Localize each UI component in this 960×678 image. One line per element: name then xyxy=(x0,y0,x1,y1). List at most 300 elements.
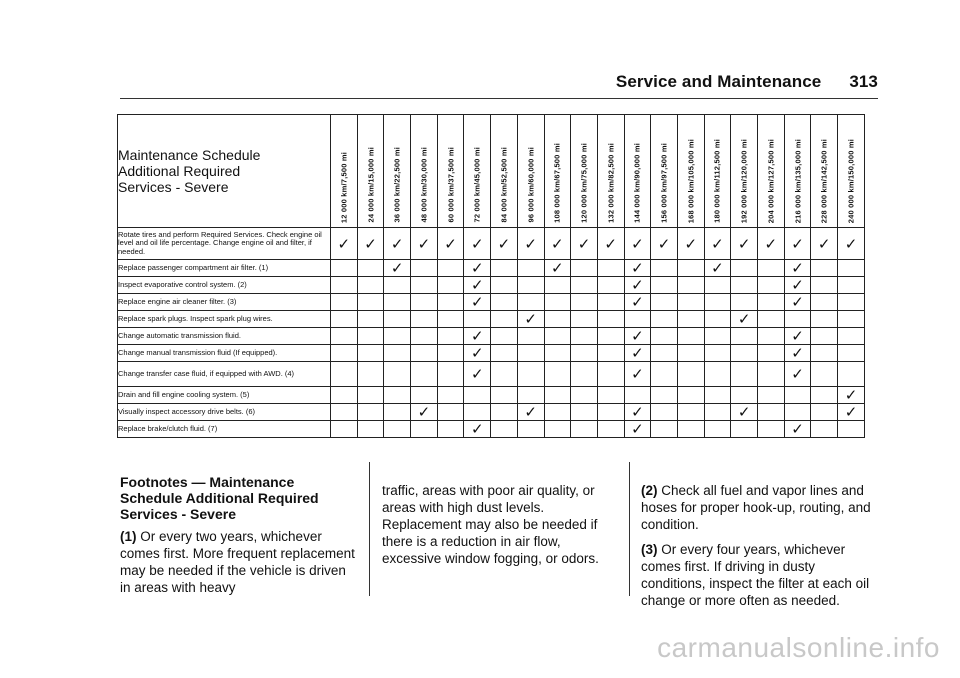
schedule-cell xyxy=(838,328,865,345)
schedule-cell xyxy=(491,404,518,421)
schedule-cell xyxy=(571,345,598,362)
schedule-cell xyxy=(384,362,411,387)
checkmark-icon: ✓ xyxy=(497,234,511,253)
table-row xyxy=(118,260,865,277)
schedule-cell xyxy=(677,328,704,345)
checkmark-icon: ✓ xyxy=(470,276,484,294)
footnote-number: (2) xyxy=(641,483,658,498)
schedule-cell xyxy=(384,294,411,311)
checkmark-icon: ✓ xyxy=(711,259,724,277)
schedule-cell xyxy=(357,228,384,260)
schedule-cell xyxy=(784,387,811,404)
checkmark-icon: ✓ xyxy=(791,293,804,311)
schedule-cell xyxy=(571,328,598,345)
schedule-cell xyxy=(811,387,838,404)
mileage-header xyxy=(517,115,544,228)
checkmark-icon: ✓ xyxy=(791,344,804,362)
schedule-cell xyxy=(651,362,678,387)
table-title-line: Services - Severe xyxy=(118,179,229,195)
task-description: Inspect evaporative control system. (2) xyxy=(118,277,331,294)
schedule-cell xyxy=(491,228,518,260)
checkmark-icon: ✓ xyxy=(631,293,644,311)
checkmark-icon: ✓ xyxy=(551,259,564,277)
checkmark-icon: ✓ xyxy=(844,386,858,404)
schedule-cell xyxy=(811,277,838,294)
schedule-cell xyxy=(784,328,811,345)
schedule-cell xyxy=(544,387,571,404)
schedule-cell xyxy=(384,311,411,328)
schedule-cell xyxy=(544,345,571,362)
task-description: Change manual transmission fluid (If equipped). xyxy=(118,345,331,362)
schedule-cell xyxy=(331,277,358,294)
task-description: Replace passenger compartment air filter. (1) xyxy=(118,260,331,277)
footnote-text: Check all fuel and vapor lines and hoses for proper hook-up, routing, and condition. xyxy=(641,483,871,532)
schedule-cell xyxy=(597,421,624,438)
schedule-cell xyxy=(624,294,651,311)
schedule-cell xyxy=(651,228,678,260)
task-description: Replace engine air cleaner filter. (3) xyxy=(118,294,331,311)
table-row xyxy=(118,421,865,438)
footnote-1 xyxy=(120,528,358,596)
schedule-cell xyxy=(677,228,704,260)
footnote-number: (1) xyxy=(120,529,137,544)
schedule-cell xyxy=(597,387,624,404)
table-title xyxy=(118,115,331,228)
schedule-cell xyxy=(731,311,758,328)
footnotes-column-3 xyxy=(641,482,879,617)
schedule-cell xyxy=(437,228,464,260)
schedule-cell xyxy=(704,260,731,277)
mileage-header xyxy=(731,115,758,228)
schedule-cell xyxy=(491,387,518,404)
mileage-header xyxy=(784,115,811,228)
schedule-cell xyxy=(331,404,358,421)
schedule-cell xyxy=(838,362,865,387)
schedule-cell xyxy=(677,311,704,328)
task-description: Drain and fill engine cooling system. (5) xyxy=(118,387,331,404)
schedule-cell xyxy=(731,345,758,362)
schedule-cell xyxy=(811,311,838,328)
schedule-cell xyxy=(677,404,704,421)
schedule-cell xyxy=(411,421,438,438)
table-row xyxy=(118,228,865,260)
schedule-cell xyxy=(384,387,411,404)
mileage-label: 84 000 km/52,500 mi xyxy=(499,147,509,223)
mileage-header xyxy=(811,115,838,228)
schedule-cell xyxy=(704,362,731,387)
schedule-cell xyxy=(838,228,865,260)
schedule-cell xyxy=(357,311,384,328)
schedule-cell xyxy=(677,277,704,294)
schedule-cell xyxy=(331,387,358,404)
schedule-cell xyxy=(517,294,544,311)
checkmark-icon: ✓ xyxy=(551,234,564,253)
mileage-label: 228 000 km/142,500 mi xyxy=(819,138,829,223)
schedule-cell xyxy=(491,260,518,277)
schedule-cell xyxy=(357,277,384,294)
checkmark-icon: ✓ xyxy=(844,403,858,421)
schedule-cell xyxy=(758,421,785,438)
schedule-cell xyxy=(357,260,384,277)
schedule-cell xyxy=(704,228,731,260)
checkmark-icon: ✓ xyxy=(524,234,537,253)
checkmark-icon: ✓ xyxy=(631,259,644,277)
schedule-cell xyxy=(731,404,758,421)
checkmark-icon: ✓ xyxy=(631,420,644,438)
table-title-line: Maintenance Schedule xyxy=(118,147,261,163)
schedule-cell xyxy=(411,277,438,294)
schedule-cell xyxy=(331,362,358,387)
schedule-cell xyxy=(464,228,491,260)
schedule-cell xyxy=(624,362,651,387)
schedule-cell xyxy=(597,362,624,387)
schedule-cell xyxy=(758,260,785,277)
schedule-cell xyxy=(731,277,758,294)
schedule-cell xyxy=(571,311,598,328)
task-description: Change automatic transmission fluid. xyxy=(118,328,331,345)
checkmark-icon: ✓ xyxy=(470,344,484,362)
schedule-cell xyxy=(784,345,811,362)
watermark: carmanualsonline.info xyxy=(657,632,940,663)
mileage-label: 60 000 km/37,500 mi xyxy=(446,147,456,223)
mileage-label: 132 000 km/82,500 mi xyxy=(606,143,616,223)
schedule-cell xyxy=(704,421,731,438)
schedule-cell xyxy=(544,362,571,387)
schedule-cell xyxy=(571,421,598,438)
mileage-header xyxy=(651,115,678,228)
table-row xyxy=(118,362,865,387)
schedule-cell xyxy=(384,345,411,362)
schedule-cell xyxy=(384,421,411,438)
mileage-header xyxy=(411,115,438,228)
checkmark-icon: ✓ xyxy=(844,234,858,253)
checkmark-icon: ✓ xyxy=(631,327,644,345)
schedule-cell xyxy=(758,362,785,387)
schedule-cell xyxy=(464,404,491,421)
mileage-header xyxy=(437,115,464,228)
schedule-cell xyxy=(411,328,438,345)
schedule-cell xyxy=(784,362,811,387)
schedule-cell xyxy=(384,260,411,277)
schedule-cell xyxy=(571,228,598,260)
schedule-cell xyxy=(651,404,678,421)
checkmark-icon: ✓ xyxy=(791,365,804,383)
schedule-cell xyxy=(411,345,438,362)
schedule-cell xyxy=(704,328,731,345)
schedule-cell xyxy=(491,362,518,387)
schedule-cell xyxy=(411,294,438,311)
schedule-cell xyxy=(838,277,865,294)
checkmark-icon: ✓ xyxy=(364,234,377,253)
schedule-cell xyxy=(544,228,571,260)
schedule-cell xyxy=(544,421,571,438)
schedule-cell xyxy=(811,260,838,277)
schedule-cell xyxy=(384,404,411,421)
schedule-cell xyxy=(838,294,865,311)
schedule-cell xyxy=(464,387,491,404)
schedule-cell xyxy=(597,345,624,362)
schedule-cell xyxy=(517,228,544,260)
mileage-label: 180 000 km/112,500 mi xyxy=(712,139,722,223)
checkmark-icon: ✓ xyxy=(791,276,804,294)
schedule-cell xyxy=(811,328,838,345)
schedule-cell xyxy=(411,362,438,387)
schedule-cell xyxy=(571,277,598,294)
schedule-cell xyxy=(437,328,464,345)
mileage-label: 108 000 km/67,500 mi xyxy=(552,143,562,223)
mileage-header xyxy=(331,115,358,228)
schedule-cell xyxy=(704,404,731,421)
schedule-cell xyxy=(464,260,491,277)
schedule-cell xyxy=(811,345,838,362)
table-header-row xyxy=(118,115,865,228)
table-row xyxy=(118,345,865,362)
schedule-cell xyxy=(437,294,464,311)
task-description: Change transfer case fluid, if equipped with AWD. (4) xyxy=(118,362,331,387)
checkmark-icon: ✓ xyxy=(684,234,698,253)
table-row xyxy=(118,311,865,328)
schedule-cell xyxy=(677,345,704,362)
schedule-cell xyxy=(437,277,464,294)
schedule-cell xyxy=(624,311,651,328)
schedule-cell xyxy=(331,228,358,260)
mileage-header xyxy=(838,115,865,228)
schedule-cell xyxy=(811,294,838,311)
checkmark-icon: ✓ xyxy=(764,234,778,253)
footnote-1-continued: traffic, areas with poor air quality, or areas with high dust levels. Replacement may also be needed if there is a reduction in air flow, excessive window fogging, or odors. xyxy=(382,483,599,566)
checkmark-icon: ✓ xyxy=(711,234,724,253)
schedule-cell xyxy=(704,277,731,294)
mileage-label: 168 000 km/105,000 mi xyxy=(686,138,696,223)
checkmark-icon: ✓ xyxy=(657,234,671,253)
schedule-cell xyxy=(811,404,838,421)
schedule-cell xyxy=(651,311,678,328)
schedule-cell xyxy=(491,294,518,311)
schedule-cell xyxy=(331,260,358,277)
footnote-text: Or every two years, whichever comes first. More frequent replacement may be needed if the vehicle is driven in areas with heavy xyxy=(120,529,355,595)
schedule-cell xyxy=(491,311,518,328)
schedule-cell xyxy=(464,311,491,328)
footnotes-column-2 xyxy=(382,482,620,575)
schedule-cell xyxy=(784,260,811,277)
schedule-cell xyxy=(544,404,571,421)
schedule-cell xyxy=(624,404,651,421)
checkmark-icon: ✓ xyxy=(470,234,484,253)
footnotes-column-1 xyxy=(120,474,358,604)
mileage-label: 120 000 km/75,000 mi xyxy=(579,143,589,223)
checkmark-icon: ✓ xyxy=(791,234,804,253)
schedule-cell xyxy=(731,294,758,311)
section-title: Service and Maintenance xyxy=(615,72,822,91)
mileage-header xyxy=(677,115,704,228)
schedule-cell xyxy=(544,277,571,294)
schedule-cell xyxy=(437,311,464,328)
schedule-cell xyxy=(651,277,678,294)
checkmark-icon: ✓ xyxy=(470,293,484,311)
schedule-cell xyxy=(731,387,758,404)
schedule-cell xyxy=(811,421,838,438)
checkmark-icon: ✓ xyxy=(791,420,804,438)
schedule-cell xyxy=(517,328,544,345)
mileage-label: 48 000 km/30,000 mi xyxy=(419,147,429,223)
header-divider xyxy=(120,98,878,99)
schedule-cell xyxy=(624,387,651,404)
mileage-label: 204 000 km/127,500 mi xyxy=(766,138,776,223)
schedule-cell xyxy=(411,311,438,328)
schedule-cell xyxy=(731,228,758,260)
schedule-cell xyxy=(517,277,544,294)
checkmark-icon: ✓ xyxy=(444,234,457,253)
checkmark-icon: ✓ xyxy=(817,234,831,253)
checkmark-icon: ✓ xyxy=(524,403,537,421)
maintenance-schedule-table xyxy=(117,114,865,438)
schedule-cell xyxy=(597,404,624,421)
mileage-header xyxy=(464,115,491,228)
schedule-cell xyxy=(384,277,411,294)
schedule-cell xyxy=(597,228,624,260)
schedule-cell xyxy=(758,387,785,404)
schedule-cell xyxy=(571,362,598,387)
checkmark-icon: ✓ xyxy=(390,234,404,253)
mileage-label: 72 000 km/45,000 mi xyxy=(472,147,482,223)
schedule-cell xyxy=(331,294,358,311)
schedule-cell xyxy=(437,362,464,387)
mileage-header xyxy=(357,115,384,228)
task-description: Replace spark plugs. Inspect spark plug wires. xyxy=(118,311,331,328)
schedule-cell xyxy=(651,328,678,345)
schedule-cell xyxy=(437,387,464,404)
schedule-cell xyxy=(491,345,518,362)
mileage-header xyxy=(597,115,624,228)
column-divider xyxy=(369,462,370,596)
schedule-cell xyxy=(411,260,438,277)
page-number: 313 xyxy=(849,72,878,91)
mileage-header xyxy=(624,115,651,228)
mileage-label: 36 000 km/22,500 mi xyxy=(392,147,402,223)
schedule-cell xyxy=(651,294,678,311)
footnotes-title: Footnotes — Maintenance Schedule Additional Required Services - Severe xyxy=(120,474,319,522)
schedule-cell xyxy=(758,328,785,345)
mileage-label: 192 000 km/120,000 mi xyxy=(739,138,749,223)
checkmark-icon: ✓ xyxy=(737,310,751,328)
table-row xyxy=(118,387,865,404)
schedule-cell xyxy=(731,260,758,277)
checkmark-icon: ✓ xyxy=(337,234,351,253)
schedule-cell xyxy=(677,362,704,387)
schedule-cell xyxy=(784,311,811,328)
mileage-header xyxy=(704,115,731,228)
schedule-cell xyxy=(331,421,358,438)
schedule-cell xyxy=(624,228,651,260)
schedule-cell xyxy=(357,328,384,345)
schedule-cell xyxy=(517,404,544,421)
footnote-number: (3) xyxy=(641,542,658,557)
checkmark-icon: ✓ xyxy=(417,403,431,421)
schedule-cell xyxy=(571,387,598,404)
schedule-cell xyxy=(784,404,811,421)
schedule-cell xyxy=(597,277,624,294)
checkmark-icon: ✓ xyxy=(791,327,804,345)
column-divider xyxy=(629,462,630,596)
schedule-cell xyxy=(597,311,624,328)
checkmark-icon: ✓ xyxy=(577,234,591,253)
mileage-label: 144 000 km/90,000 mi xyxy=(632,143,642,223)
schedule-cell xyxy=(437,421,464,438)
schedule-cell xyxy=(704,294,731,311)
schedule-cell xyxy=(651,421,678,438)
schedule-cell xyxy=(624,260,651,277)
schedule-cell xyxy=(571,294,598,311)
schedule-cell xyxy=(758,228,785,260)
schedule-cell xyxy=(597,328,624,345)
schedule-cell xyxy=(651,260,678,277)
schedule-cell xyxy=(437,260,464,277)
schedule-cell xyxy=(731,362,758,387)
schedule-cell xyxy=(784,277,811,294)
schedule-cell xyxy=(651,345,678,362)
schedule-cell xyxy=(758,277,785,294)
schedule-cell xyxy=(758,294,785,311)
schedule-cell xyxy=(331,345,358,362)
schedule-cell xyxy=(758,311,785,328)
checkmark-icon: ✓ xyxy=(737,403,751,421)
schedule-cell xyxy=(838,404,865,421)
schedule-cell xyxy=(357,294,384,311)
schedule-cell xyxy=(517,362,544,387)
schedule-cell xyxy=(731,421,758,438)
schedule-cell xyxy=(597,260,624,277)
schedule-cell xyxy=(517,387,544,404)
schedule-cell xyxy=(784,228,811,260)
table-title-line: Additional Required xyxy=(118,163,241,179)
schedule-cell xyxy=(437,404,464,421)
schedule-cell xyxy=(357,345,384,362)
mileage-header xyxy=(571,115,598,228)
schedule-cell xyxy=(677,421,704,438)
mileage-label: 216 000 km/135,000 mi xyxy=(793,138,803,223)
schedule-cell xyxy=(517,345,544,362)
schedule-cell xyxy=(464,345,491,362)
schedule-cell xyxy=(464,328,491,345)
schedule-cell xyxy=(357,421,384,438)
schedule-cell xyxy=(571,404,598,421)
mileage-label: 24 000 km/15,000 mi xyxy=(366,147,376,223)
mileage-header xyxy=(491,115,518,228)
table-row xyxy=(118,277,865,294)
schedule-cell xyxy=(517,260,544,277)
schedule-cell xyxy=(544,294,571,311)
schedule-cell xyxy=(758,345,785,362)
schedule-cell xyxy=(597,294,624,311)
schedule-cell xyxy=(517,421,544,438)
schedule-cell xyxy=(731,328,758,345)
schedule-cell xyxy=(464,421,491,438)
schedule-cell xyxy=(704,387,731,404)
checkmark-icon: ✓ xyxy=(470,259,484,277)
schedule-cell xyxy=(357,404,384,421)
checkmark-icon: ✓ xyxy=(390,259,404,277)
schedule-cell xyxy=(331,328,358,345)
table-row xyxy=(118,294,865,311)
schedule-cell xyxy=(544,328,571,345)
task-description: Replace brake/clutch fluid. (7) xyxy=(118,421,331,438)
schedule-cell xyxy=(784,294,811,311)
schedule-cell xyxy=(384,228,411,260)
schedule-cell xyxy=(704,345,731,362)
schedule-cell xyxy=(677,294,704,311)
schedule-cell xyxy=(464,277,491,294)
page-header xyxy=(120,72,878,98)
